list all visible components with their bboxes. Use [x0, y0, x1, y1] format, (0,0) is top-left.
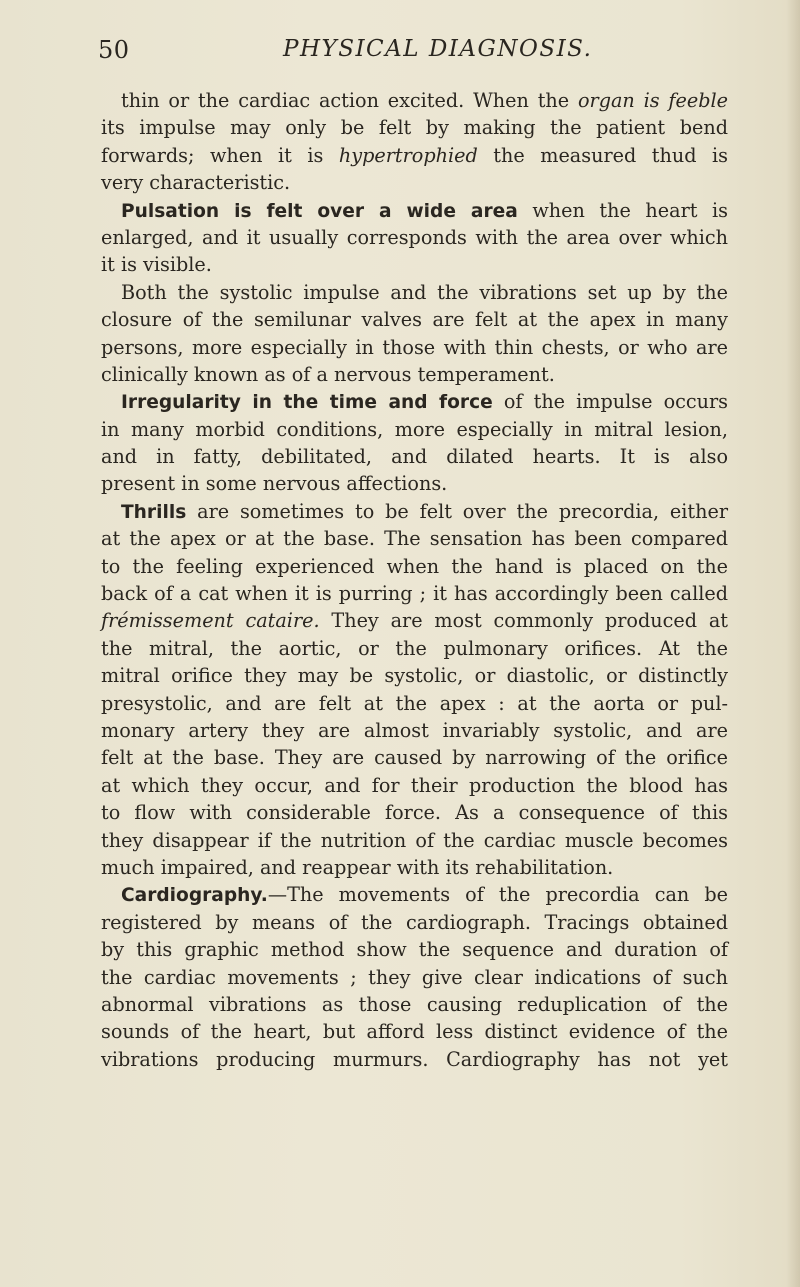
- text-run: back of a cat when it is purring ; it has accordingly been called: [101, 582, 728, 606]
- text-run: in many morbid conditions, more especially in mitral lesion,: [101, 417, 728, 441]
- run-in-heading: Cardiography.: [121, 885, 268, 907]
- paragraph: [101, 87, 728, 197]
- text-line: [101, 744, 728, 771]
- text-run: They are most commonly produced at: [319, 609, 728, 633]
- text-line: [101, 87, 728, 114]
- text-run: the mitral, the aortic, or the pulmonary orifices. At the: [101, 636, 728, 660]
- text-run: abnormal vibrations as those causing reduplication of the: [101, 992, 728, 1016]
- text-run: persons, more especially in those with thin chests, or who are: [101, 335, 728, 359]
- text-run: they disappear if the nutrition of the cardiac muscle becomes: [101, 828, 728, 852]
- text-line: [101, 142, 728, 169]
- text-run: forwards; when it is: [101, 143, 339, 167]
- text-run: much impaired, and reappear with its rehabilitation.: [101, 855, 614, 879]
- text-run: clinically known as of a nervous temperament.: [101, 362, 555, 386]
- italic-term: organ is feeble: [577, 89, 728, 112]
- text-run: monary artery they are almost invariably systolic, and are: [101, 718, 728, 742]
- text-run: felt at the base. They are caused by narrowing of the orifice: [101, 746, 728, 770]
- text-line: [101, 224, 728, 251]
- text-line: [101, 909, 728, 936]
- italic-term: frémissement cataire.: [101, 609, 320, 633]
- text-run: at the apex or at the base. The sensation has been compared: [101, 527, 728, 551]
- text-line: [101, 635, 728, 662]
- text-run: —The movements of the precordia can be: [267, 883, 728, 907]
- text-line: [101, 443, 728, 470]
- text-line: [101, 388, 728, 415]
- text-run: sounds of the heart, but afford less distinct evidence of the: [101, 1020, 728, 1044]
- text-run: enlarged, and it usually corresponds with the area over which: [101, 225, 728, 249]
- text-run: presystolic, and are felt at the apex : at the aorta or pul-: [101, 691, 728, 715]
- paragraph: [101, 881, 728, 1073]
- paragraph: [101, 388, 728, 498]
- text-run: to the feeling experienced when the hand is placed on the: [101, 554, 728, 578]
- text-line: [101, 1018, 728, 1045]
- running-head: PHYSICAL DIAGNOSIS.: [283, 36, 593, 62]
- text-run: mitral orifice they may be systolic, or diastolic, or distinctly: [101, 664, 728, 688]
- text-line: [101, 553, 728, 580]
- text-line: [101, 470, 728, 497]
- paragraph: [101, 197, 728, 279]
- text-line: [101, 498, 728, 525]
- text-line: [101, 251, 728, 278]
- text-line: [101, 361, 728, 388]
- text-line: [101, 607, 728, 634]
- text-line: [101, 416, 728, 443]
- text-line: [101, 991, 728, 1018]
- text-run: thin or the cardiac action excited. When the: [121, 89, 578, 112]
- text-run: are sometimes to be felt over the precordia, either: [186, 499, 728, 523]
- text-line: [101, 881, 728, 908]
- page-header: [98, 36, 738, 72]
- text-run: by this graphic method show the sequence and duration of: [101, 938, 728, 962]
- page-number: 50: [98, 36, 130, 64]
- text-line: [101, 827, 728, 854]
- paragraph: [101, 498, 728, 881]
- text-run: its impulse may only be felt by making the patient bend: [101, 116, 728, 140]
- text-line: [101, 306, 728, 333]
- text-line: [101, 169, 728, 196]
- text-run: Both the systolic impulse and the vibrations set up by the: [121, 280, 728, 304]
- text-run: the measured thud is: [477, 143, 728, 167]
- text-line: [101, 580, 728, 607]
- text-run: closure of the semilunar valves are felt at the apex in many: [101, 308, 728, 332]
- text-run: to flow with considerable force. As a consequence of this: [101, 801, 728, 825]
- text-run: very characteristic.: [101, 171, 291, 195]
- text-line: [101, 717, 728, 744]
- text-line: [101, 525, 728, 552]
- text-line: [101, 197, 728, 224]
- paragraph: [101, 279, 728, 389]
- italic-term: hypertrophied: [338, 143, 478, 167]
- text-line: [101, 334, 728, 361]
- text-run: and in fatty, debilitated, and dilated hearts. It is also: [101, 445, 728, 469]
- run-in-heading: Pulsation is felt over a wide area: [121, 200, 518, 222]
- text-run: it is visible.: [101, 253, 212, 277]
- text-line: [101, 772, 728, 799]
- text-line: [101, 936, 728, 963]
- text-run: present in some nervous affections.: [101, 472, 448, 496]
- run-in-heading: Thrills: [121, 501, 187, 523]
- text-line: [101, 854, 728, 881]
- text-line: [101, 662, 728, 689]
- text-line: [101, 964, 728, 991]
- text-line: [101, 114, 728, 141]
- text-line: [101, 279, 728, 306]
- text-line: [101, 799, 728, 826]
- text-run: at which they occur, and for their production the blood has: [101, 773, 728, 797]
- text-run: when the heart is: [517, 198, 729, 222]
- text-line: [101, 1046, 728, 1073]
- text-run: the cardiac movements ; they give clear indications of such: [101, 965, 728, 989]
- text-line: [101, 690, 728, 717]
- run-in-heading: Irregularity in the time and force: [121, 392, 493, 414]
- text-run: registered by means of the cardiograph. Tracings obtained: [101, 910, 728, 934]
- body-text: [101, 87, 728, 1073]
- page-edge-shadow: [786, 0, 800, 1287]
- text-run: of the impulse occurs: [492, 390, 728, 414]
- text-run: vibrations producing murmurs. Cardiography has not yet: [101, 1047, 728, 1071]
